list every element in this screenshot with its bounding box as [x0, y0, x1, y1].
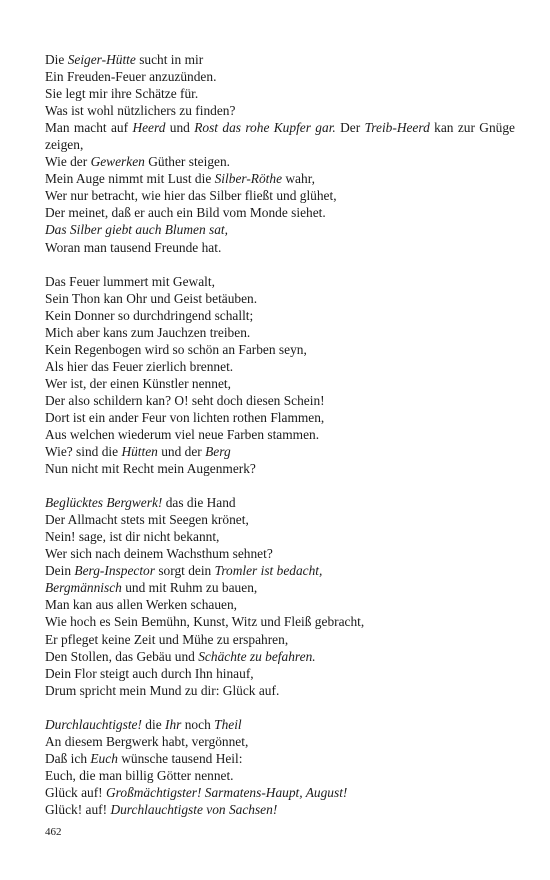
text-segment: Man macht auf [45, 120, 133, 136]
poem-line [45, 562, 515, 579]
poem-line [45, 358, 515, 375]
text-segment: Wer sich nach deinem Wachsthum sehnet? [45, 546, 273, 562]
poem-line [45, 750, 515, 767]
italic-text: Seiger-Hütte [67, 52, 136, 67]
italic-text: Berg [205, 444, 231, 460]
text-segment: Wie hoch es Sein Bemühn, Kunst, Witz und Fleiß gebracht, [45, 614, 365, 630]
text-segment: Drum spricht mein Mund zu dir: Glück auf. [45, 682, 280, 698]
stanza [45, 51, 515, 256]
poem-line [45, 187, 515, 204]
text-segment: und mit Ruhm zu bauen, [121, 580, 258, 596]
text-segment: Mein Auge nimmt mit Lust die [45, 171, 215, 187]
text-segment: Glück! auf! [45, 801, 111, 817]
text-segment: die [141, 716, 166, 732]
italic-text: Schächte zu befahren. [198, 648, 316, 664]
poem-line [45, 613, 515, 630]
text-segment: Güther steigen. [144, 154, 231, 170]
text-segment: Die [45, 52, 68, 67]
poem-line [45, 665, 515, 682]
text-segment: Woran man tausend Freunde hat. [45, 239, 222, 255]
text-segment: und der [157, 444, 206, 460]
poem-line [45, 153, 515, 170]
poem-line [45, 579, 515, 596]
italic-text: Treib-Heerd [364, 120, 430, 136]
text-segment: Wie? sind die [45, 444, 122, 460]
text-segment: Sie legt mir ihre Schätze für. [45, 86, 199, 102]
poem-line [45, 290, 515, 307]
italic-text: Hütten [121, 444, 158, 460]
poem-line [45, 443, 515, 460]
poem-line [45, 375, 515, 392]
italic-text: Theil [214, 716, 242, 732]
text-segment: Den Stollen, das Gebäu und [45, 648, 199, 664]
text-segment: Sein Thon kan Ohr und Geist betäuben. [45, 290, 258, 306]
poem-line [45, 426, 515, 443]
text-segment: das die Hand [162, 495, 236, 511]
poem-line [45, 596, 515, 613]
poem-line [45, 341, 515, 358]
text-segment: sucht in mir [135, 52, 204, 67]
poem-line [45, 119, 515, 153]
text-segment: Als hier das Feuer zierlich brennet. [45, 358, 234, 374]
poem-line [45, 273, 515, 290]
text-segment: Nein! sage, ist dir nicht bekannt, [45, 529, 220, 545]
text-segment: Der also schildern kan? O! seht doch diesen Schein! [45, 392, 325, 408]
poem-line [45, 545, 515, 562]
italic-text: Silber-Röthe [214, 171, 283, 187]
text-segment: wahr, [282, 171, 315, 187]
poem-line [45, 392, 515, 409]
italic-text: Durchlauchtigste! [45, 716, 142, 732]
poem-line [45, 460, 515, 477]
text-segment: kan zur Gnüge zeigen, [45, 120, 516, 153]
italic-text: Tromler ist bedacht, [214, 563, 323, 579]
poem-line [45, 324, 515, 341]
poem-line [45, 494, 515, 511]
page-number: 462 [45, 826, 62, 838]
italic-text: Rost das rohe Kupfer gar. [194, 120, 336, 136]
text-segment: Man kan aus allen Werken schauen, [45, 597, 238, 613]
poem-line [45, 733, 515, 750]
poem-line [45, 51, 515, 68]
poem-line [45, 511, 515, 528]
poem-line [45, 239, 515, 256]
text-segment: Kein Donner so durchdringend schallt; [45, 307, 254, 323]
poem-body [45, 51, 515, 818]
poem-line [45, 170, 515, 187]
text-segment: Wer nur betracht, wie hier das Silber fließt und glühet, [45, 188, 337, 204]
stanza [45, 494, 515, 699]
italic-text: Das Silber giebt auch Blumen sat, [45, 222, 228, 238]
text-segment: sorgt dein [154, 563, 215, 579]
text-segment: Nun nicht mit Recht mein Augenmerk? [45, 461, 256, 477]
poem-line [45, 648, 515, 665]
poem-line [45, 801, 515, 818]
poem-page [45, 51, 515, 835]
poem-line [45, 221, 515, 238]
text-segment: Euch, die man billig Götter nennet. [45, 767, 234, 783]
text-segment: Dort ist ein ander Feur von lichten rothen Flammen, [45, 409, 325, 425]
italic-text: Beglücktes Bergwerk! [45, 495, 163, 511]
poem-line [45, 204, 515, 221]
poem-line [45, 307, 515, 324]
text-segment: Aus welchen wiederum viel neue Farben stammen. [45, 426, 320, 442]
poem-line [45, 767, 515, 784]
text-segment: Der [335, 120, 365, 136]
poem-line [45, 528, 515, 545]
italic-text: Heerd [132, 120, 166, 136]
italic-text: Ihr [165, 716, 182, 732]
italic-text: Gewerken [90, 154, 145, 170]
italic-text: Durchlauchtigste von Sachsen! [110, 801, 278, 817]
poem-line [45, 68, 515, 85]
text-segment: Der Allmacht stets mit Seegen krönet, [45, 512, 249, 528]
italic-text: Berg-Inspector [74, 563, 155, 579]
text-segment: Er pfleget keine Zeit und Mühe zu erspahren, [45, 631, 289, 647]
text-segment: Ein Freuden-Feuer anzuzünden. [45, 69, 217, 85]
text-segment: noch [181, 716, 215, 732]
poem-line [45, 784, 515, 801]
text-segment: Dein Flor steigt auch durch Ihn hinauf, [45, 665, 254, 681]
poem-line [45, 409, 515, 426]
text-segment: Dein [45, 563, 75, 579]
text-segment: und [165, 120, 195, 136]
poem-line [45, 85, 515, 102]
text-segment: Wer ist, der einen Künstler nennet, [45, 375, 231, 391]
text-segment: wünsche tausend Heil: [117, 750, 243, 766]
text-segment: Das Feuer lummert mit Gewalt, [45, 273, 215, 289]
text-segment: Daß ich [45, 750, 91, 766]
text-segment: Wie der [45, 154, 91, 170]
poem-line [45, 682, 515, 699]
poem-line [45, 102, 515, 119]
italic-text: Bergmännisch [45, 580, 122, 596]
poem-line [45, 716, 515, 733]
text-segment: Glück auf! [45, 784, 106, 800]
poem-line [45, 631, 515, 648]
stanza [45, 273, 515, 478]
text-segment: Der meinet, daß er auch ein Bild vom Monde siehet. [45, 205, 326, 221]
text-segment: Mich aber kans zum Jauchzen treiben. [45, 324, 251, 340]
stanza [45, 716, 515, 818]
italic-text: Euch [90, 750, 118, 766]
text-segment: Was ist wohl nützlichers zu finden? [45, 103, 236, 119]
text-segment: Kein Regenbogen wird so schön an Farben seyn, [45, 341, 307, 357]
text-segment: An diesem Bergwerk habt, vergönnet, [45, 733, 249, 749]
italic-text: Großmächtigster! Sarmatens-Haupt, August! [105, 784, 348, 800]
